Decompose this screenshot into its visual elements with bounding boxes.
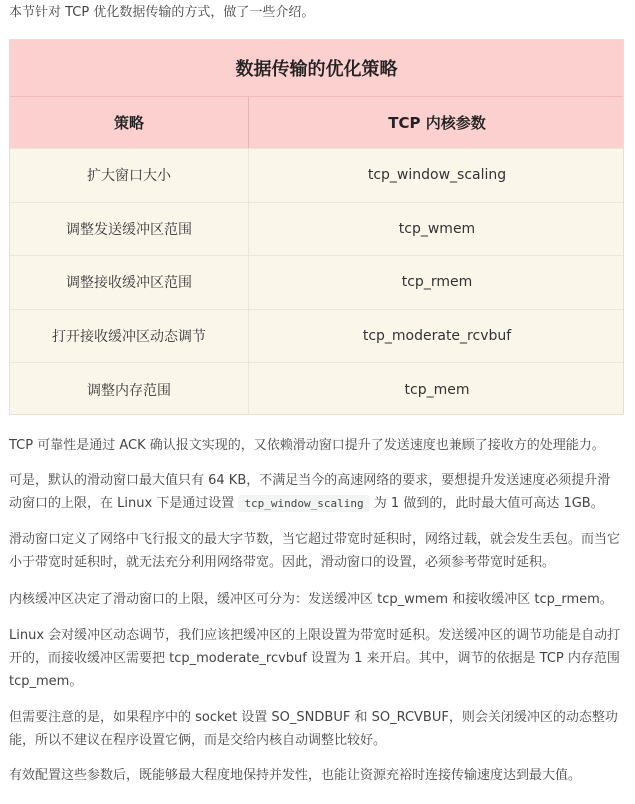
paragraph-sliding-window: 滑动窗口定义了网络中飞行报文的最大字节数，当它超过带宽时延积时，网络过载，就会发生丢包。而当它小于带宽时延积时，就无法充分利用网络带宽。因此，滑动窗口的设置，必须参考带宽时延积。 <box>9 532 621 570</box>
param-cell: tcp_moderate_rcvbuf <box>362 328 512 345</box>
paragraph-buffers: 内核缓冲区决定了滑动窗口的上限，缓冲区可分为：发送缓冲区 tcp_wmem 和接收缓冲区 tcp_rmem。 <box>9 592 613 607</box>
table-row <box>10 362 623 415</box>
strategy-cell: 扩大窗口大小 <box>10 149 249 202</box>
strategy-cell: 调整接收缓冲区范围 <box>10 256 249 309</box>
optimization-strategy-figure <box>9 39 624 415</box>
header-strategy: 策略 <box>10 97 249 148</box>
strategy-cell: 打开接收缓冲区动态调节 <box>10 310 249 363</box>
strategy-rows <box>10 148 623 415</box>
param-cell: tcp_wmem <box>398 220 476 237</box>
header-tcp-param: TCP 内核参数 <box>249 97 624 148</box>
paragraph-text: 可是，默认的滑动窗口最大值只有 64 KB，不满足当今的高速网络的要求，要想提升发送速度必须提升滑动窗口的上限，在 Linux 下是通过设置 <box>9 473 611 511</box>
table-row <box>10 255 623 309</box>
table-row <box>10 202 623 256</box>
paragraph-ack: TCP 可靠性是通过 ACK 确认报文实现的，又依赖滑动窗口提升了发送速度也兼顾了接收方的处理能力。 <box>9 438 605 453</box>
param-cell: tcp_mem <box>404 381 470 398</box>
paragraph-socket-note: 但需要注意的是，如果程序中的 socket 设置 SO_SNDBUF 和 SO_RCVBUF，则会关闭缓冲区的动态整功能，所以不建议在程序设置它俩，而是交给内核自动调整比较好。 <box>9 710 618 748</box>
param-cell: tcp_window_scaling <box>367 167 507 184</box>
paragraph-conclusion: 有效配置这些参数后，既能够最大程度地保持并发性，也能让资源充裕时连接传输速度达到最大值。 <box>9 768 582 783</box>
paragraph-dynamic-tuning: Linux 会对缓冲区动态调节，我们应该把缓冲区的上限设置为带宽时延积。发送缓冲区的调节功能是自动打开的，而接收缓冲区需要把 tcp_moderate_rcvbuf 设置为 1 来开启。其中，调节的依据是 TCP 内存范围 tcp_mem。 <box>9 628 621 689</box>
strategy-cell: 调整发送缓冲区范围 <box>10 203 249 256</box>
table-row <box>10 309 623 363</box>
paragraph-window-scaling <box>9 469 621 515</box>
figure-title: 数据传输的优化策略 <box>10 40 623 97</box>
param-cell: tcp_rmem <box>401 274 473 291</box>
inline-code: tcp_window_scaling <box>238 495 369 512</box>
paragraph-text: 为 1 做到的，此时最大值可高达 1GB。 <box>369 496 604 511</box>
strategy-cell: 调整内存范围 <box>10 363 249 415</box>
table-row <box>10 148 623 202</box>
intro-text: 本节针对 TCP 优化数据传输的方式，做了一些介绍。 <box>9 5 315 20</box>
